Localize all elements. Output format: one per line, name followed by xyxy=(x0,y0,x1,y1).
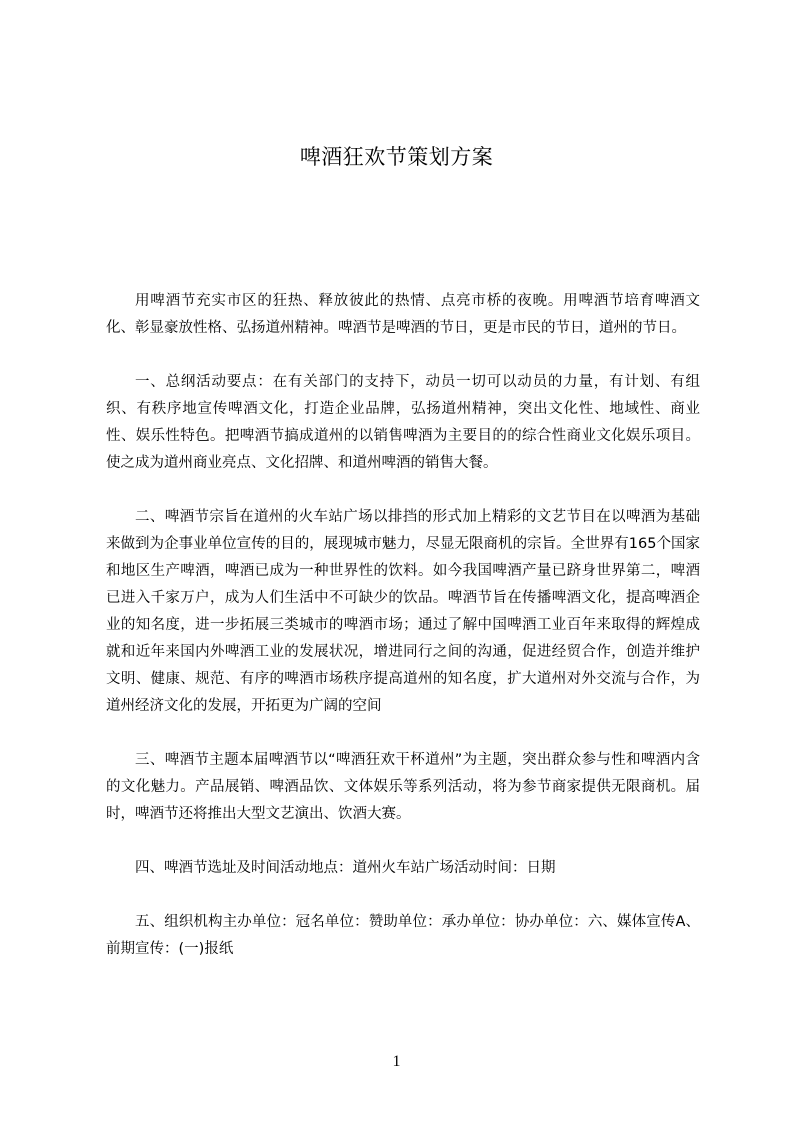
paragraph-intro: 用啤酒节充实市区的狂热、释放彼此的热情、点亮市桥的夜晚。用啤酒节培育啤酒文化、彰显豪放性格、弘扬道州精神。啤酒节是啤酒的节日，更是市民的节日，道州的节日。 xyxy=(106,293,700,336)
document-body xyxy=(106,288,700,990)
paragraph-section-1: 一、总纲活动要点：在有关部门的支持下，动员一切可以动员的力量，有计划、有组织、有秩序地宣传啤酒文化，打造企业品牌，弘扬道州精神，突出文化性、地域性、商业性、娱乐性特色。把啤酒节搞成道州的以销售啤酒为主要目的的综合性商业文化娱乐项目。使之成为道州商业亮点、文化招牌、和道州啤酒的销售大餐。 xyxy=(106,374,700,471)
paragraph-section-3: 三、啤酒节主题本届啤酒节以“啤酒狂欢干杯道州”为主题，突出群众参与性和啤酒内含的文化魅力。产品展销、啤酒品饮、文体娱乐等系列活动，将为参节商家提供无限商机。届时，啤酒节还将推出大型文艺演出、饮酒大赛。 xyxy=(106,752,700,822)
paragraph-section-2: 二、啤酒节宗旨在道州的火车站广场以排挡的形式加上精彩的文艺节目在以啤酒为基础来做到为企事业单位宣传的目的，展现城市魅力，尽显无限商机的宗旨。全世界有165个国家和地区生产啤酒，啤酒已成为一种世界性的饮料。如今我国啤酒产量已跻身世界第二，啤酒已进入千家万户，成为人们生活中不可缺少的饮品。啤酒节旨在传播啤酒文化，提高啤酒企业的知名度，进一步拓展三类城市的啤酒市场；通过了解中国啤酒工业百年来取得的辉煌成就和近年来国内外啤酒工业的发展状况，增进同行之间的沟通，促进经贸合作，创造并维护文明、健康、规范、有序的啤酒市场秩序提高道州的知名度，扩大道州对外交流与合作，为道州经济文化的发展，开拓更为广阔的空间 xyxy=(106,509,700,714)
page-title: 啤酒狂欢节策划方案 xyxy=(299,145,494,169)
paragraph-section-5: 五、组织机构主办单位：冠名单位：赞助单位：承办单位：协办单位：六、媒体宣传A、前期宣传：(一)报纸 xyxy=(106,914,700,957)
page-number: 1 xyxy=(392,1053,401,1070)
paragraph-section-4: 四、啤酒节选址及时间活动地点：道州火车站广场活动时间：日期 xyxy=(135,860,556,876)
